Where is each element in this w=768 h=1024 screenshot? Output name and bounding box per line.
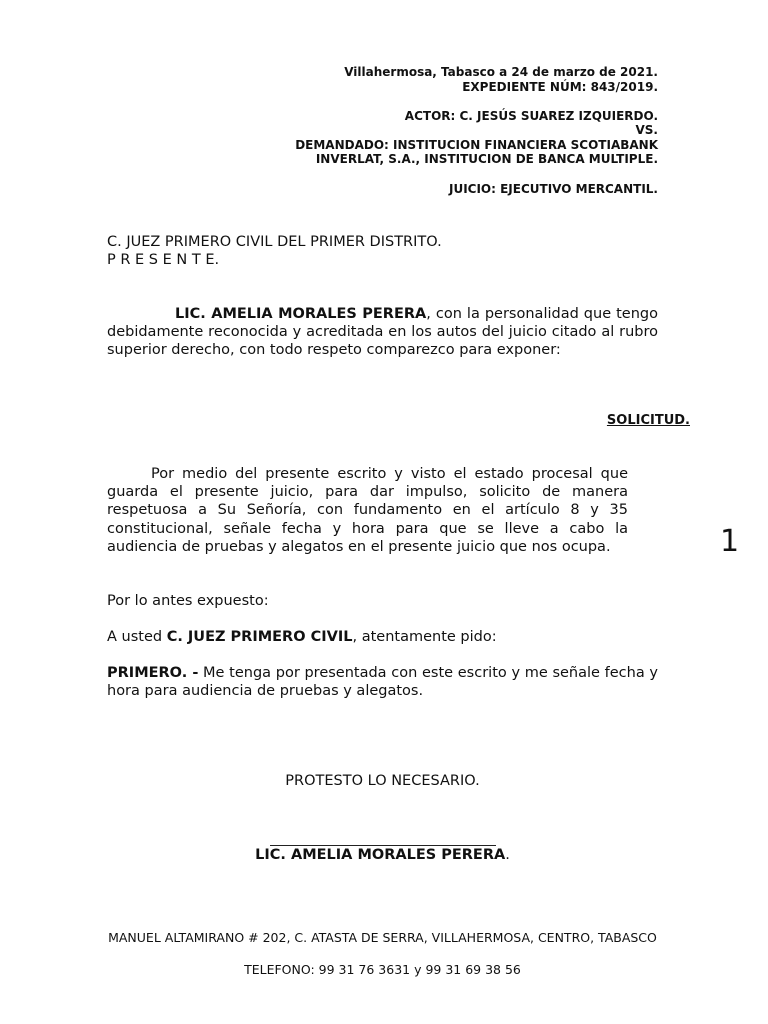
section-title: SOLICITUD.: [606, 413, 690, 428]
case-header: [238, 65, 658, 196]
intro-paragraph: [107, 305, 658, 360]
demandado-line-2: INVERLAT, S.A., INSTITUCION DE BANCA MULTIPLE.: [315, 152, 658, 166]
protesto-line: PROTESTO LO NECESARIO.: [285, 773, 480, 789]
juicio-line: JUICIO: EJECUTIVO MERCANTIL.: [448, 181, 658, 196]
a-usted-line: [107, 628, 497, 646]
por-lo-expuesto: Por lo antes expuesto:: [107, 593, 269, 609]
primero-text: Me tenga por presentada con este escrito y me señale fecha y hora para audiencia de pruebas y alegatos.: [107, 665, 658, 700]
primero-petition: [107, 664, 658, 700]
footer-phone: TELEFONO: 99 31 76 3631 y 99 31 69 38 56: [244, 962, 521, 977]
primero-label: PRIMERO. -: [107, 665, 199, 681]
expediente-number: EXPEDIENTE NÚM: 843/2019.: [462, 79, 658, 94]
place-date: Villahermosa, Tabasco a 24 de marzo de 2021.: [344, 65, 658, 79]
a-usted-judge: C. JUEZ PRIMERO CIVIL: [166, 629, 353, 645]
demandado-line-1: DEMANDADO: INSTITUCION FINANCIERA SCOTIABANK: [295, 137, 658, 152]
intro-text: , con la personalidad que tengo debidamente reconocida y acreditada en los autos del juicio citado al rubro superior derecho, con todo respeto comparezco para exponer:: [107, 306, 658, 359]
a-usted-prefix: A usted: [107, 629, 167, 645]
a-usted-suffix: , atentamente pido:: [352, 629, 497, 645]
footer-address: MANUEL ALTAMIRANO # 202, C. ATASTA DE SERRA, VILLAHERMOSA, CENTRO, TABASCO: [108, 930, 657, 945]
actor-line: ACTOR: C. JESÚS SUAREZ IZQUIERDO.: [404, 108, 658, 123]
addressee-judge: C. JUEZ PRIMERO CIVIL DEL PRIMER DISTRITO.: [107, 234, 442, 250]
body-paragraph: Por medio del presente escrito y visto el estado procesal que guarda el presente juicio, para dar impulso, solicito de manera respetuosa a Su Señoría, con fundamento en el artículo 8 y 35 constitucional, señale fecha y hora para que se lleve a cabo la audiencia de pruebas y alegatos en el presente juicio que nos ocupa.: [107, 466, 628, 555]
signature-block: [107, 846, 658, 864]
signature-suffix: .: [505, 847, 510, 863]
addressee-presente: P R E S E N T E.: [107, 252, 220, 268]
addressee-block: [107, 233, 442, 269]
page-number: 1: [720, 524, 740, 559]
versus-line: VS.: [635, 123, 658, 137]
intro-name: LIC. AMELIA MORALES PERERA: [175, 306, 427, 322]
signature-name: LIC. AMELIA MORALES PERERA: [255, 847, 506, 863]
